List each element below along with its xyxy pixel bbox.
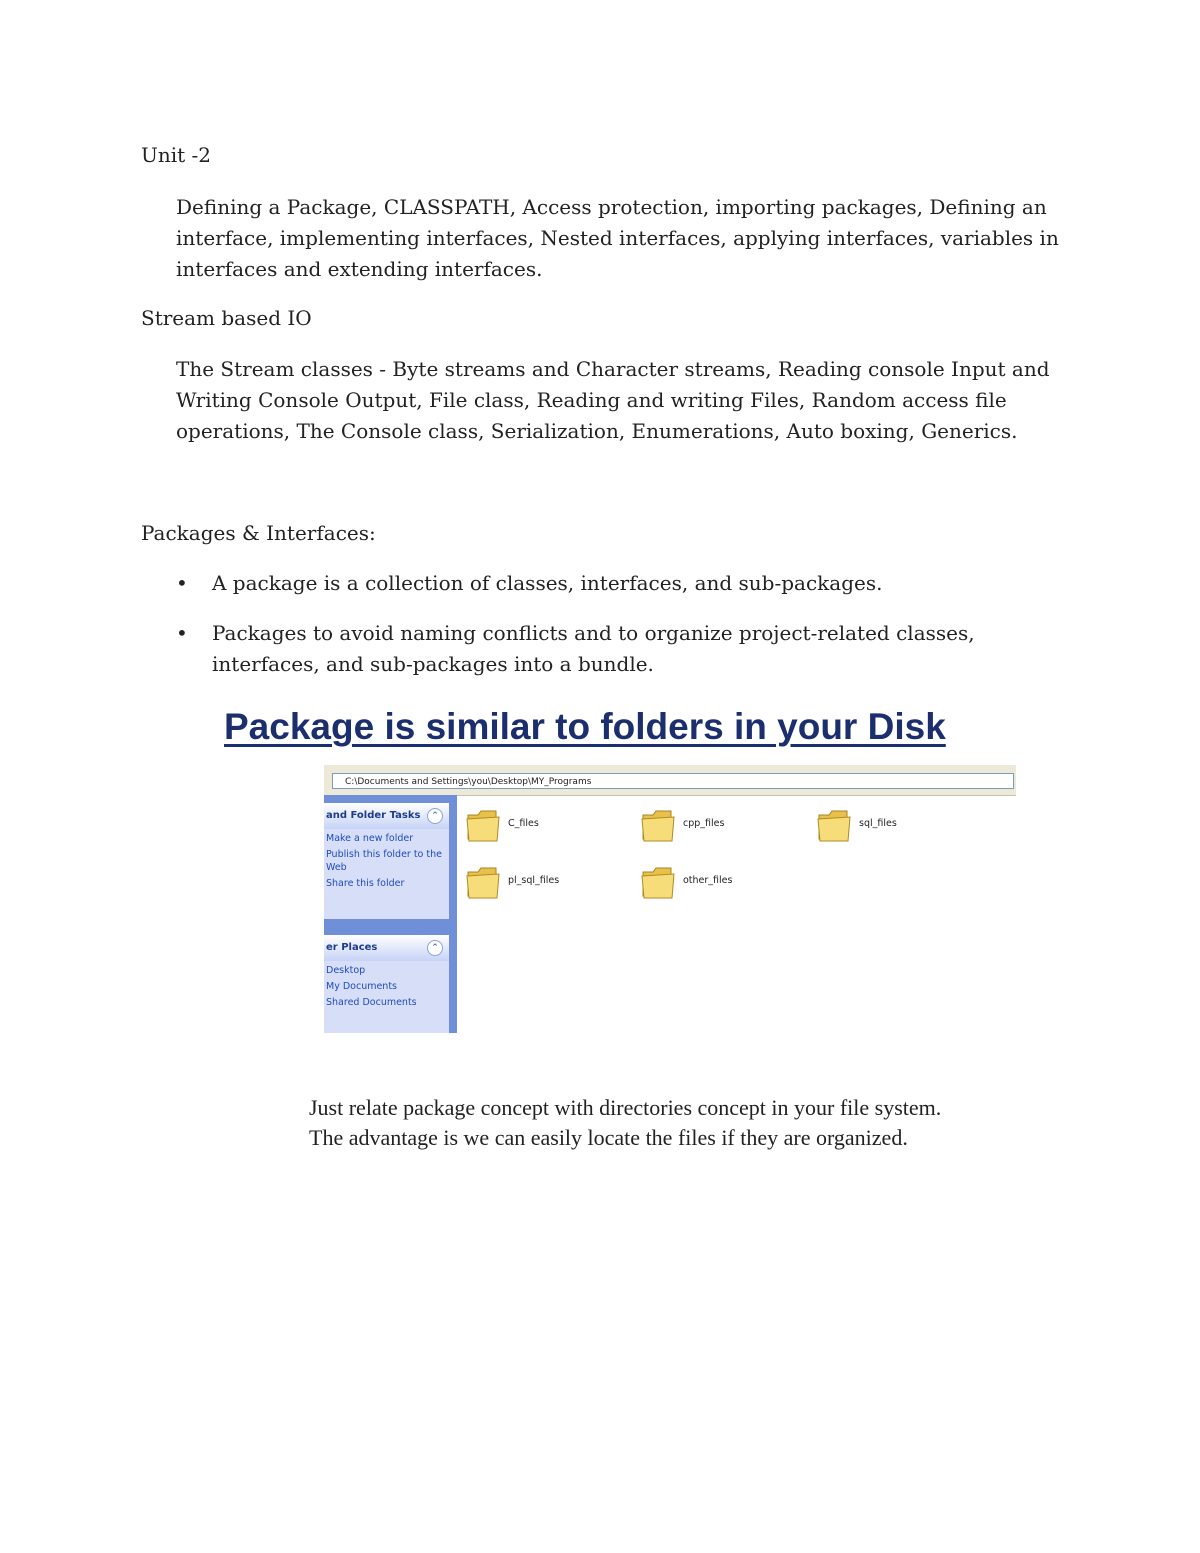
task-link: Publish this folder to the Web [326, 849, 442, 873]
caption-line: Just relate package concept with directories concept in your file system. [309, 1095, 942, 1120]
explorer-screenshot [324, 765, 1016, 1033]
place-link: Shared Documents [326, 997, 417, 1008]
unit-description: Defining a Package, CLASSPATH, Access protection, importing packages, Defining an interface, implementing interfaces, Nested interfaces, applying interfaces, variables in interfaces and extending interfaces. [176, 195, 1059, 281]
stream-description: The Stream classes - Byte streams and Character streams, Reading console Input and Writing Console Output, File class, Reading and writing Files, Random access file operations, The Console class, Serialization, Enumerations, Auto boxing, Generics. [176, 357, 1050, 443]
folder-label: sql_files [859, 818, 897, 829]
folder-icon [466, 864, 500, 900]
unit-title: Unit -2 [141, 143, 212, 167]
folder-label: C_files [508, 818, 539, 829]
packages-bullet-list [172, 568, 1072, 699]
folder-icon [641, 864, 675, 900]
list-item [172, 618, 1072, 680]
other-places-panel [324, 935, 449, 1033]
folder-label: cpp_files [683, 818, 725, 829]
bullet-icon: • [176, 621, 188, 645]
list-item [172, 568, 1072, 599]
folder-icon [641, 807, 675, 843]
packages-title: Packages & Interfaces: [141, 521, 376, 545]
folder-tasks-panel [324, 803, 449, 919]
panel-title: er Places [326, 942, 378, 953]
folder-icon [466, 807, 500, 843]
folder-item [466, 864, 666, 908]
chevron-up-icon: ⌃ [427, 940, 443, 956]
folder-item [466, 807, 666, 851]
bullet-text: Packages to avoid naming conflicts and to organize project-related classes, interfaces, and sub-packages into a bundle. [212, 621, 975, 676]
bullet-icon: • [176, 571, 188, 595]
folder-item [817, 807, 1016, 851]
task-link: Share this folder [326, 878, 405, 889]
folder-icon [817, 807, 851, 843]
caption-line: The advantage is we can easily locate the files if they are organized. [309, 1125, 908, 1150]
address-bar [324, 765, 1016, 796]
slide-caption [309, 1093, 941, 1153]
place-link: My Documents [326, 981, 398, 992]
task-pane [324, 795, 457, 1033]
panel-title: and Folder Tasks [326, 810, 421, 821]
bullet-text: A package is a collection of classes, interfaces, and sub-packages. [212, 571, 883, 595]
place-link: Desktop [326, 965, 366, 976]
folder-label: other_files [683, 875, 733, 886]
stream-title: Stream based IO [141, 306, 312, 330]
task-link: Make a new folder [326, 833, 414, 844]
panel-header [324, 803, 449, 829]
folder-label: pl_sql_files [508, 875, 560, 886]
folder-item [641, 807, 841, 851]
panel-header [324, 935, 449, 961]
folder-item [641, 864, 841, 908]
address-field: C:\Documents and Settings\you\Desktop\MY_Programs [332, 773, 1014, 789]
chevron-up-icon: ⌃ [427, 808, 443, 824]
slide-heading: Package is similar to folders in your Disk [224, 706, 946, 747]
